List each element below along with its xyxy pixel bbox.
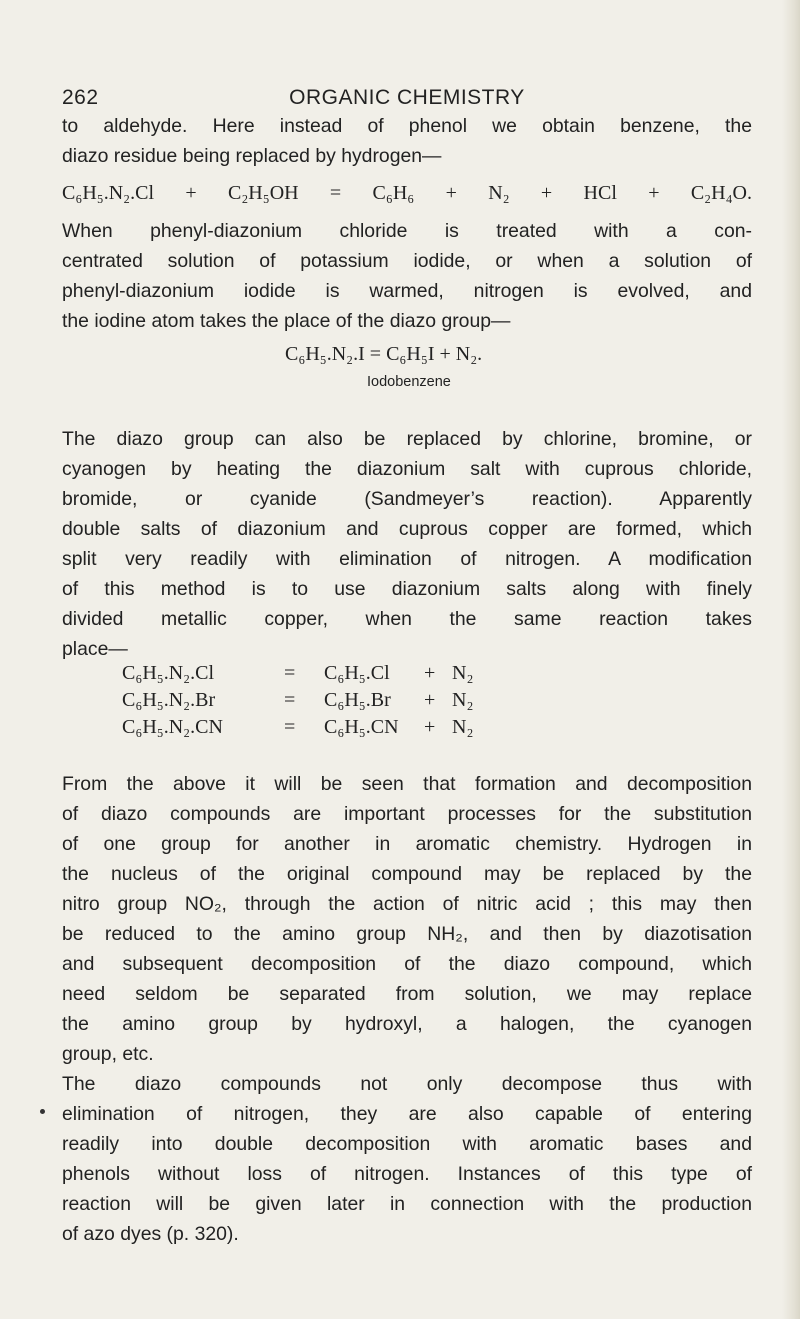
text-line: and subsequent decomposition of the diazo compound, which bbox=[62, 953, 752, 975]
text-line: cyanogen by heating the diazonium salt with cuprous chloride, bbox=[62, 458, 752, 480]
equation-benzene: C₆H₅.N₂.Cl + C₂H₅OH = C₆H₆ + N₂ + HCl + C₂H₄O. bbox=[62, 182, 752, 204]
text-line: bromide, or cyanide (Sandmeyer’s reaction). Apparently bbox=[62, 488, 752, 510]
text-line: need seldom be separated from solution, we may replace bbox=[62, 983, 752, 1005]
page-edge-shadow bbox=[782, 0, 800, 1319]
text-line: phenyl-diazonium iodide is warmed, nitrogen is evolved, and bbox=[62, 280, 752, 302]
text-line: diazo residue being replaced by hydrogen— bbox=[62, 145, 442, 167]
text-line: split very readily with elimination of nitrogen. A modification bbox=[62, 548, 752, 570]
iodobenzene-caption: Iodobenzene bbox=[367, 374, 451, 390]
text-line: the amino group by hydroxyl, a halogen, the cyanogen bbox=[62, 1013, 752, 1035]
text-line: of this method is to use diazonium salts along with finely bbox=[62, 578, 752, 600]
text-line: When phenyl-diazonium chloride is treated with a con- bbox=[62, 220, 752, 242]
plus-sign: + bbox=[424, 716, 436, 738]
text-line: The diazo compounds not only decompose thus with bbox=[62, 1073, 752, 1095]
plus-sign: + bbox=[424, 689, 436, 711]
paragraph-2 bbox=[62, 216, 752, 336]
text-line: double salts of diazonium and cuprous copper are formed, which bbox=[62, 518, 752, 540]
equation-iodobenzene: C₆H₅.N₂.I = C₆H₅I + N₂. bbox=[285, 343, 483, 365]
text-line: From the above it will be seen that formation and decomposition bbox=[62, 773, 752, 795]
text-line: of diazo compounds are important processes for the substitution bbox=[62, 803, 752, 825]
text-line: phenols without loss of nitrogen. Instances of this type of bbox=[62, 1163, 752, 1185]
text-line: be reduced to the amino group NH₂, and then by diazotisation bbox=[62, 923, 752, 945]
running-title: ORGANIC CHEMISTRY bbox=[289, 86, 525, 109]
text-line: of one group for another in aromatic chemistry. Hydrogen in bbox=[62, 833, 752, 855]
text-line: the iodine atom takes the place of the diazo group— bbox=[62, 310, 511, 332]
text-line: group, etc. bbox=[62, 1043, 154, 1065]
page-number: 262 bbox=[62, 86, 99, 109]
text-line: centrated solution of potassium iodide, or when a solution of bbox=[62, 250, 752, 272]
equals-sign: = bbox=[284, 689, 296, 711]
text-line: of azo dyes (p. 320). bbox=[62, 1223, 239, 1245]
reactant: C₆H₅.N₂.Cl bbox=[122, 662, 215, 684]
text-line: readily into double decomposition with aromatic bases and bbox=[62, 1133, 752, 1155]
product: C₆H₅.Cl bbox=[324, 662, 390, 684]
product: C₆H₅.Br bbox=[324, 689, 391, 711]
text-line: place— bbox=[62, 638, 128, 660]
reactant: C₆H₅.N₂.Br bbox=[122, 689, 216, 711]
reactant: C₆H₅.N₂.CN bbox=[122, 716, 223, 738]
gas-product: N₂ bbox=[452, 689, 474, 711]
text-line: divided metallic copper, when the same reaction takes bbox=[62, 608, 752, 630]
text-line: to aldehyde. Here instead of phenol we obtain benzene, the bbox=[62, 115, 752, 137]
equals-sign: = bbox=[284, 716, 296, 738]
paragraph-1 bbox=[62, 111, 752, 171]
text-line: elimination of nitrogen, they are also capable of entering bbox=[62, 1103, 752, 1125]
paragraph-4 bbox=[62, 769, 752, 1069]
text-line: nitro group NO₂, through the action of nitric acid ; this may then bbox=[62, 893, 752, 915]
gas-product: N₂ bbox=[452, 662, 474, 684]
text-line: the nucleus of the original compound may be replaced by the bbox=[62, 863, 752, 885]
plus-sign: + bbox=[424, 662, 436, 684]
gas-product: N₂ bbox=[452, 716, 474, 738]
text-line: reaction will be given later in connection with the production bbox=[62, 1193, 752, 1215]
margin-dot bbox=[40, 1109, 45, 1114]
text-line: The diazo group can also be replaced by chlorine, bromine, or bbox=[62, 428, 752, 450]
paragraph-3 bbox=[62, 424, 752, 664]
product: C₆H₅.CN bbox=[324, 716, 399, 738]
equals-sign: = bbox=[284, 662, 296, 684]
paragraph-5 bbox=[62, 1069, 752, 1249]
